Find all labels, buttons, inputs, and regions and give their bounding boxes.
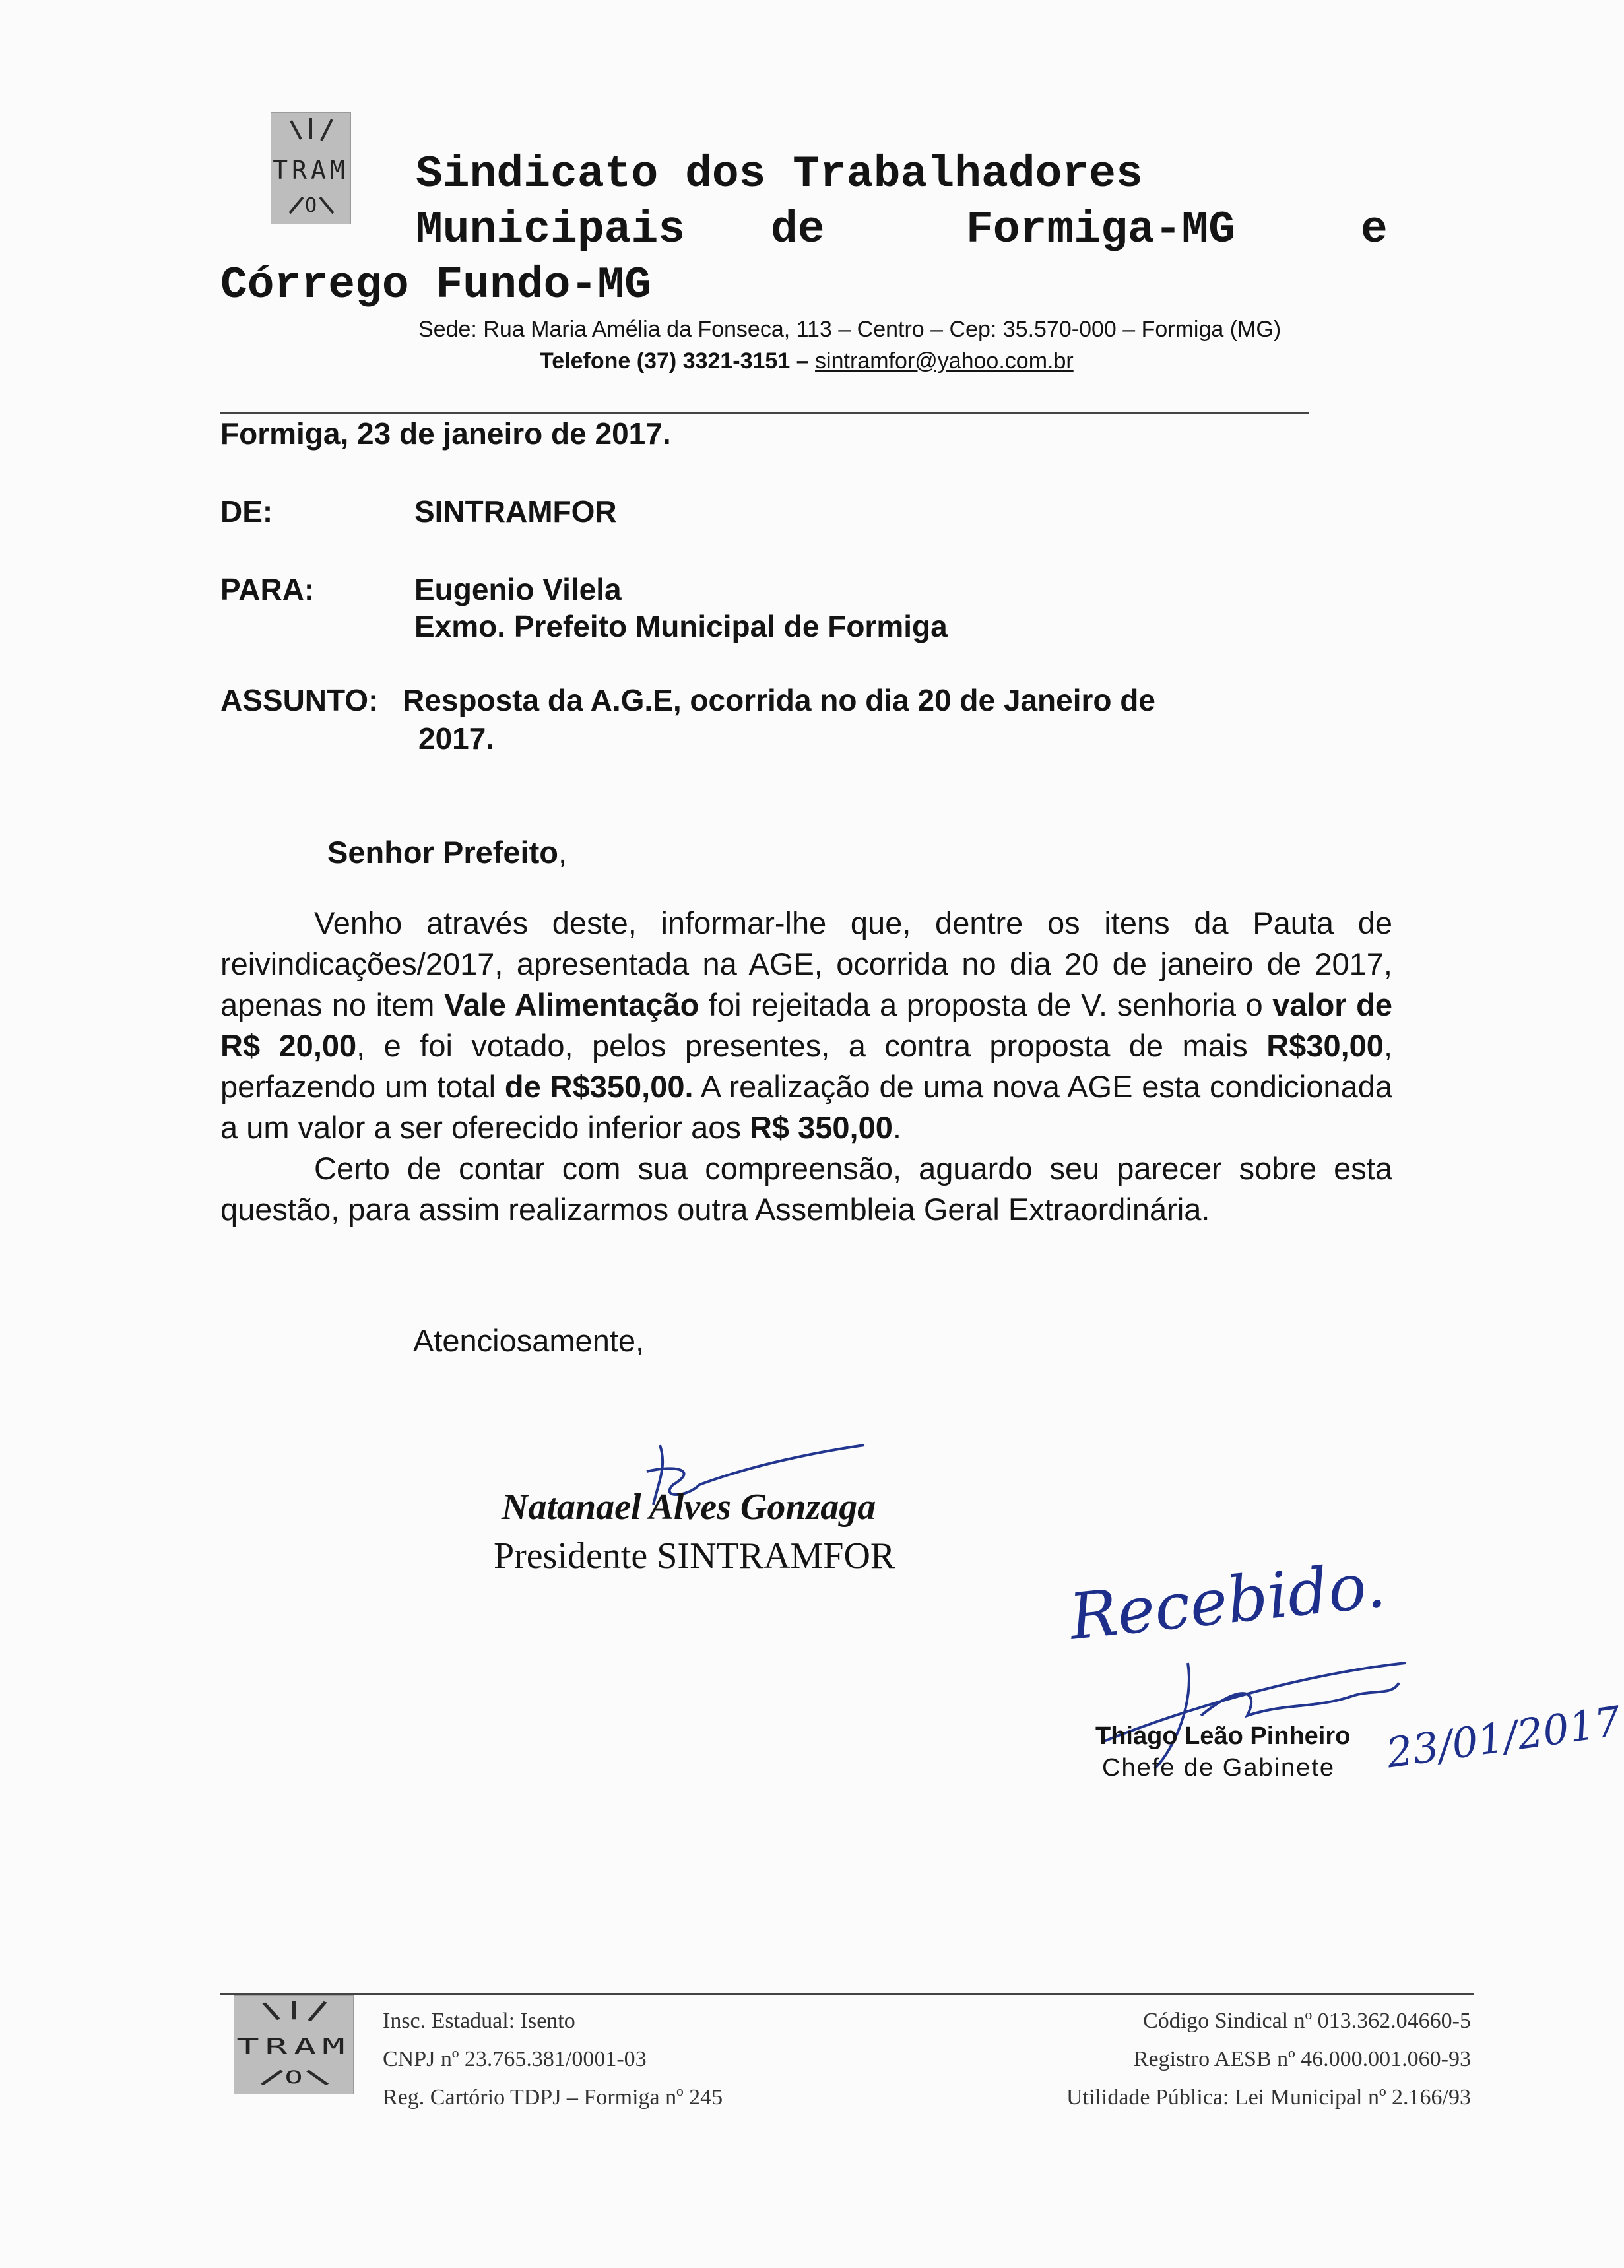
received-date-handwriting: 23/01/2017 [1383,1697,1624,1778]
to-line1: Eugenio Vilela [414,572,622,606]
footer-logo [234,1995,354,2094]
p1-bold-valor: valor de R$ 20,00 [220,987,1392,1063]
org-name-line2-d: e [1361,205,1388,255]
signer-name: Natanael Alves Gonzaga [502,1487,876,1528]
to-label: PARA: [220,572,315,606]
p1-text-k: . [892,1110,901,1145]
contact-line [540,348,1074,374]
org-name-line2-b: de [771,205,825,255]
from-value: SINTRAMFOR [414,494,617,529]
p1-bold-vale: Vale Alimentação [443,987,699,1022]
union-code: Código Sindical nº 013.362.04660-5 [1143,2009,1471,2033]
svg-text:O: O [284,2067,303,2088]
receiver-name: Thiago Leão Pinheiro [1095,1722,1351,1750]
closing: Atenciosamente, [413,1323,645,1358]
footer-logo-graphic [234,1996,353,2094]
address-line: Sede: Rua Maria Amélia da Fonseca, 113 – Centro – Cep: 35.570-000 – Formiga (MG) [418,317,1282,342]
salutation-text: Senhor Prefeito [327,835,558,870]
p1-bold-350b: R$ 350,00 [749,1110,893,1145]
footer-left-block [383,2002,723,2117]
svg-text:TRAM: TRAM [236,2034,351,2060]
body-paragraph-2: Certo de contar com sua compreensão, aguardo seu parecer sobre esta questão, para assim realizarmos outra Assembleia Geral Extraordinária. [220,1151,1392,1227]
org-name-line2-c: Formiga-MG [966,205,1236,255]
p1-text-a: Venho através deste, informar-lhe que, dentre os itens da Pauta de reivindicações/2017, apresentada na AGE, ocorrida no dia 20 de janeiro de 2017, apenas no item [220,905,1392,1022]
svg-text:TRAM: TRAM [273,156,349,185]
org-name-line2-a: Municipais [416,205,686,255]
logo-graphic [271,113,350,224]
state-registration: Insc. Estadual: Isento [383,2009,575,2033]
p1-bold-30: R$30,00 [1266,1028,1384,1063]
subject-line2: 2017. [418,721,495,756]
org-name-line1: Sindicato dos Trabalhadores [416,149,1143,200]
telephone: Telefone (37) 3321-3151 – [540,348,809,373]
p1-text-i: A realização de uma nova AGE esta condicionada a um valor a ser oferecido inferior aos [220,1069,1392,1145]
header-divider [220,412,1309,414]
footer-divider [220,1993,1474,1995]
svg-text:O: O [304,194,317,217]
union-logo [271,112,351,224]
cnpj: CNPJ nº 23.765.381/0001-03 [383,2047,647,2071]
p1-text-g: , perfazendo um total [220,1028,1392,1104]
signer-title: Presidente SINTRAMFOR [494,1536,895,1576]
p1-text-e: , e foi votado, pelos presentes, a contra proposta de mais [356,1028,1267,1063]
subject-label: ASSUNTO: [220,683,379,717]
aesb-registry: Registro AESB nº 46.000.001.060-93 [1133,2047,1471,2071]
org-name-line3: Córrego Fundo-MG [220,260,651,311]
footer-right-block [1066,2002,1471,2117]
subject-line1: Resposta da A.G.E, ocorrida no dia 20 de Janeiro de [403,683,1155,717]
public-utility: Utilidade Pública: Lei Municipal nº 2.166/93 [1066,2085,1471,2110]
receiver-title: Chefe de Gabinete [1102,1754,1336,1782]
received-handwriting: Recebido. [1066,1547,1389,1654]
p1-text-c: foi rejeitada a proposta de V. senhoria o [699,987,1273,1022]
from-label: DE: [220,494,273,529]
p1-bold-350: de R$350,00. [504,1069,694,1104]
letter-date: Formiga, 23 de janeiro de 2017. [220,416,671,451]
registry-office: Reg. Cartório TDPJ – Formiga nº 245 [383,2085,723,2110]
email-link[interactable]: sintramfor@yahoo.com.br [815,348,1074,373]
to-line2: Exmo. Prefeito Municipal de Formiga [414,609,948,643]
body-paragraph-1 [220,903,1392,1148]
salutation: Senhor Prefeito, [327,835,568,870]
